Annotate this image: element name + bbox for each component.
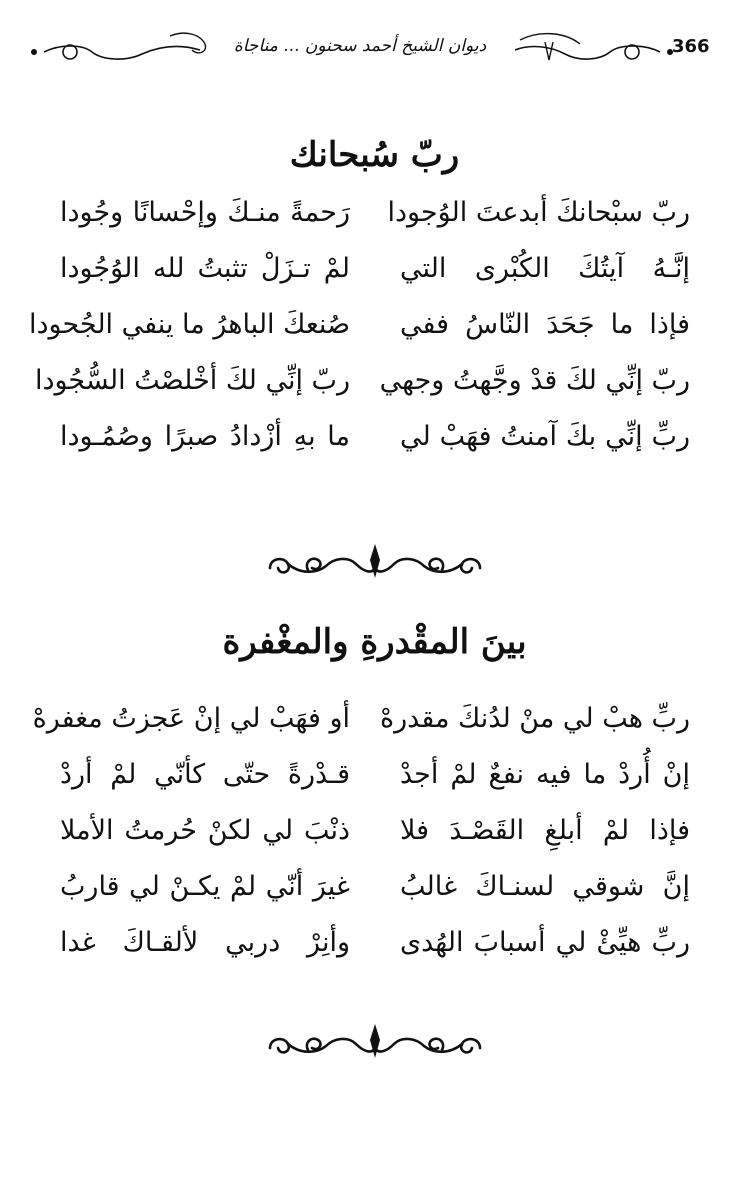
fleuron-divider-icon <box>260 540 490 590</box>
second-hemistich: أو فهَبْ لي إنْ عَجزتُ مغفرهْ <box>32 702 350 734</box>
first-hemistich: ربِّ هيِّئْ لي أسبابَ الهُدى <box>400 926 690 958</box>
second-hemistich: غيرَ أنّي لمْ يكـنْ لي قاربُ <box>60 870 350 902</box>
second-hemistich: صُنعكَ الباهرُ ما ينفي الجُحودا <box>29 308 350 340</box>
first-hemistich: فإذا لمْ أبلغِ القَصْـدَ فلا <box>400 814 690 846</box>
verse-line <box>60 802 690 858</box>
second-hemistich: ذنْبَ لي لكنْ حُرمتُ الأملا <box>60 814 350 846</box>
poem-title-1: ربّ سُبحانك <box>289 135 460 175</box>
first-hemistich: إنَّـهُ آيتُكَ الكُبْرى التي <box>400 252 690 284</box>
first-hemistich: فإذا ما جَحَدَ النّاسُ ففي <box>400 308 690 340</box>
second-hemistich: قـدْرةً حتّى كأنّي لمْ أردْ <box>60 758 350 790</box>
verse-line <box>34 352 690 408</box>
second-hemistich: رَحمةً منـكَ وإحْسانًا وجُودا <box>60 196 350 228</box>
running-head: ديوان الشيخ أحمد سحنون ... مناجاة <box>233 36 487 56</box>
verse-line <box>60 240 690 296</box>
second-hemistich: ما بهِ أزْدادُ صبرًا وصُمُـودا <box>60 420 350 452</box>
verse-line <box>60 184 690 240</box>
first-hemistich: ربّ إنِّي لكَ قدْ وجَّهتُ وجهي <box>379 364 690 396</box>
second-hemistich: لمْ تـزَلْ تثبتُ لله الوُجُودا <box>60 252 350 284</box>
fleuron-divider-icon <box>260 1020 490 1070</box>
poem-title-2: بينَ المقْدرةِ والمغْفرة <box>222 622 527 662</box>
first-hemistich: ربِّ إنِّي بكَ آمنتُ فهَبْ لي <box>400 420 690 452</box>
first-hemistich: ربِّ هبْ لي منْ لدُنكَ مقدرهْ <box>379 702 690 734</box>
poem-1 <box>29 184 690 464</box>
first-hemistich: إنْ أُردْ ما فيه نفعٌ لمْ أجدْ <box>400 758 690 790</box>
verse-line <box>60 746 690 802</box>
verse-line <box>32 690 690 746</box>
poem-2 <box>32 690 690 970</box>
verse-line <box>29 296 690 352</box>
first-hemistich: ربّ سبْحانكَ أبدعتَ الوُجودا <box>387 196 690 228</box>
verse-line <box>60 858 690 914</box>
verse-line <box>60 408 690 464</box>
verse-line <box>60 914 690 970</box>
second-hemistich: وأنِرْ دربي لألقـاكَ غدا <box>60 926 350 958</box>
second-hemistich: ربّ إنِّي لكَ أخْلصْتُ السُّجُودا <box>34 364 350 396</box>
first-hemistich: إنَّ شوقي لسنـاكَ غالبُ <box>400 870 690 902</box>
page-number: 366 <box>672 36 710 57</box>
